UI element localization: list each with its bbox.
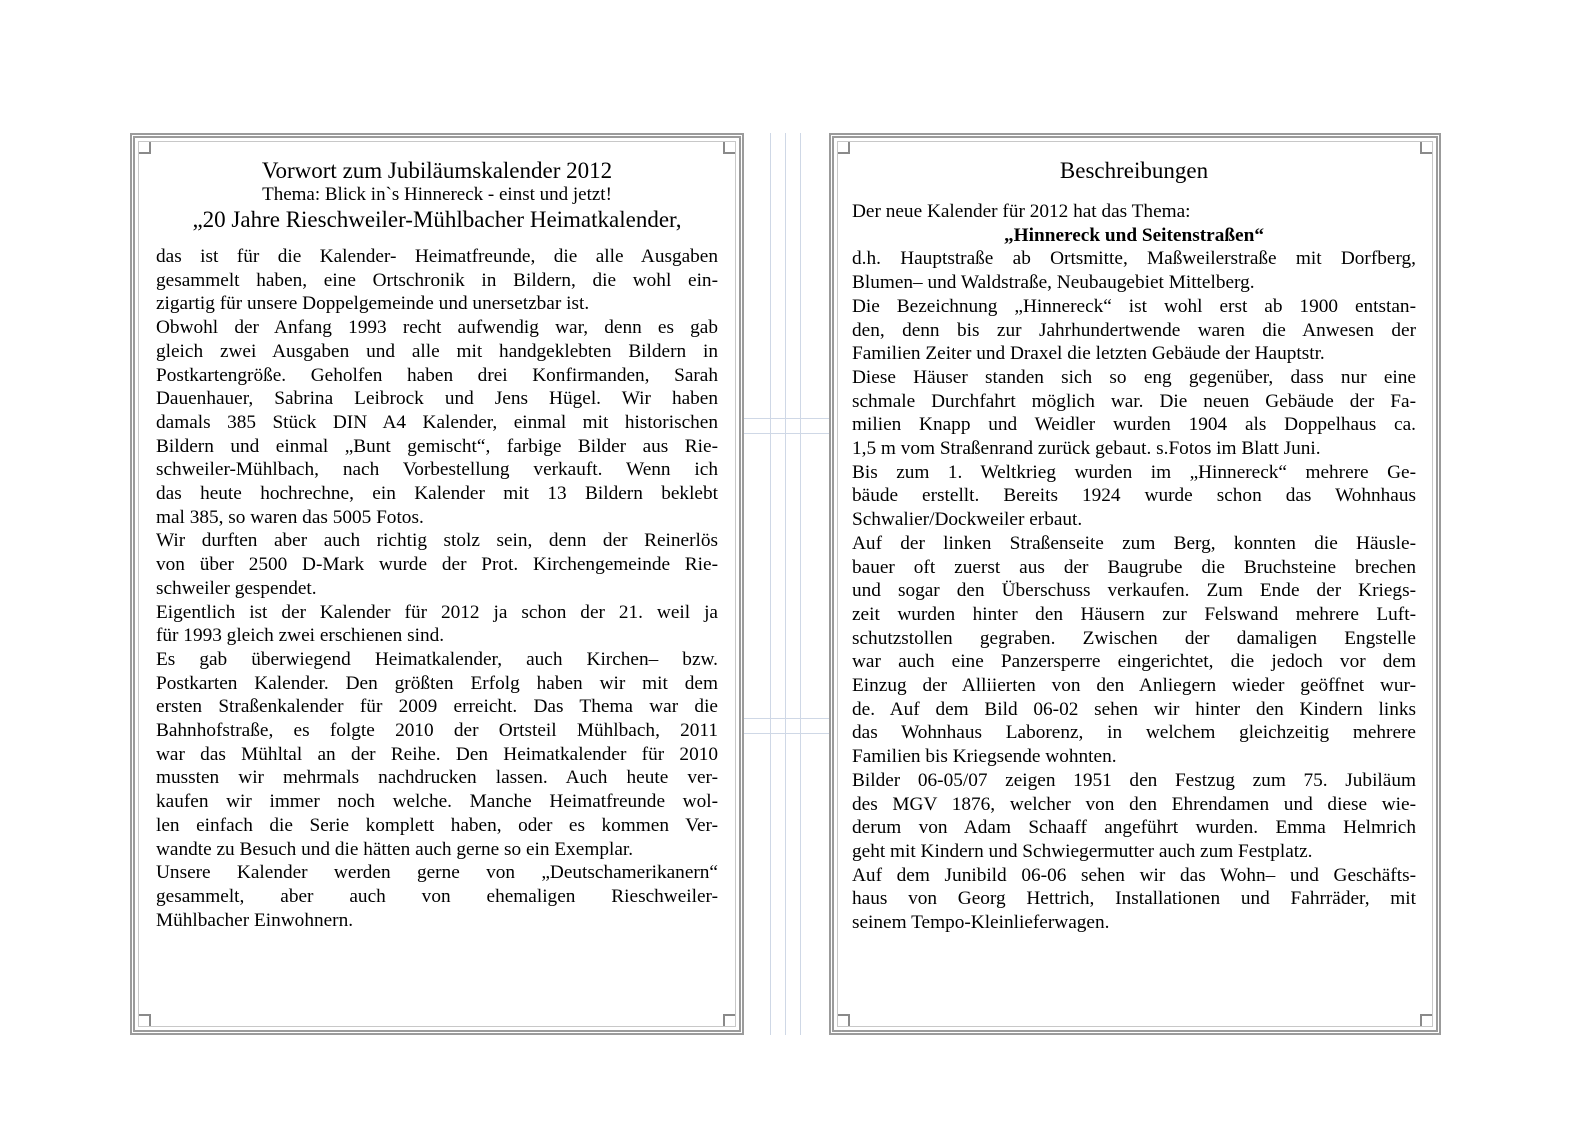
text-line: Auf dem Junibild 06-06 sehen wir das Wohn– und Geschäfts-	[852, 864, 1416, 886]
text-line: Die Bezeichnung „Hinnereck“ ist wohl erst ab 1900 entstan-	[852, 295, 1416, 317]
corner-ornament	[838, 142, 850, 154]
text-line: 1,5 m vom Straßenrand zurück gebaut. s.Fotos im Blatt Juni.	[852, 438, 1321, 460]
page-heading: „20 Jahre Rieschweiler-Mühlbacher Heimatkalender,	[192, 207, 682, 232]
guide-line	[744, 433, 829, 434]
text-line: Bahnhofstraße, es folgte 2010 der Ortsteil Mühlbach, 2011	[156, 720, 718, 742]
text-line: Postkartengröße. Geholfen haben drei Konfirmanden, Sarah	[156, 364, 718, 386]
corner-ornament	[838, 1014, 850, 1026]
body-text	[156, 245, 718, 932]
text-line: war das Mühltal an der Reihe. Den Heimatkalender für 2010	[156, 743, 718, 765]
text-line: de. Auf dem Bild 06-02 sehen wir hinter den Kindern links	[852, 698, 1416, 720]
text-line: Einzug der Alliierten von den Anliegern wieder geöffnet wur-	[852, 675, 1416, 697]
text-line: gesammelt haben, eine Ortschronik in Bildern, die wohl ein-	[156, 269, 718, 291]
right-page-content	[852, 158, 1416, 935]
text-line: milien Knapp und Weidler wurden 1904 als Doppelhaus ca.	[852, 414, 1416, 436]
text-line: Es gab überwiegend Heimatkalender, auch Kirchen– bzw.	[156, 648, 718, 670]
text-line: damals 385 Stück DIN A4 Kalender, einmal mit historischen	[156, 411, 718, 433]
theme-line: „Hinnereck und Seitenstraßen“	[1004, 224, 1264, 246]
text-line: gesammelt, aber auch von ehemaligen Rieschweiler-	[156, 885, 718, 907]
page-subtitle: Thema: Blick in`s Hinnereck - einst und jetzt!	[262, 184, 612, 205]
intro-line: Der neue Kalender für 2012 hat das Thema:	[852, 201, 1191, 222]
guide-line	[785, 133, 786, 1035]
text-line: das Wohnhaus Laborenz, in welchem gleichzeitig mehrere	[852, 722, 1416, 744]
text-line: schweiler gespendet.	[156, 577, 317, 599]
text-line: das ist für die Kalender- Heimatfreunde, die alle Ausgaben	[156, 246, 718, 267]
text-line: Wir durften aber auch richtig stolz sein, denn der Reinerlös	[156, 530, 718, 552]
guide-line	[770, 133, 771, 1035]
text-line: Obwohl der Anfang 1993 recht aufwendig war, denn es gab	[156, 317, 718, 339]
text-line: wandte zu Besuch und die hätten auch gerne so ein Exemplar.	[156, 838, 634, 860]
text-line: mussten wir mehrmals nachdrucken lassen. Auch heute ver-	[156, 767, 718, 789]
text-line: seinem Tempo-Kleinlieferwagen.	[852, 912, 1110, 934]
text-line: bäude erstellt. Bereits 1924 wurde schon das Wohnhaus	[852, 485, 1416, 507]
text-line: schutzstollen gegraben. Zwischen der damaligen Engstelle	[852, 627, 1416, 649]
text-line: Postkarten Kalender. Den größten Erfolg haben wir mit dem	[156, 672, 718, 694]
corner-ornament	[723, 142, 735, 154]
text-line: Mühlbacher Einwohnern.	[156, 909, 354, 931]
text-line: Diese Häuser standen sich so eng gegenüber, dass nur eine	[852, 366, 1416, 388]
text-line: Dauenhauer, Sabrina Leibrock und Jens Hügel. Wir haben	[156, 388, 718, 410]
text-line: d.h. Hauptstraße ab Ortsmitte, Maßweilerstraße mit Dorfberg,	[852, 248, 1416, 270]
text-line: schweiler-Mühlbach, nach Vorbestellung verkauft. Wenn ich	[156, 459, 718, 481]
corner-ornament	[723, 1014, 735, 1026]
body-text	[852, 247, 1416, 934]
text-line: kaufen wir immer noch welche. Manche Heimatfreunde wol-	[156, 791, 718, 813]
text-line: zigartig für unsere Doppelgemeinde und unersetzbar ist.	[156, 293, 590, 315]
page-title: Vorwort zum Jubiläumskalender 2012	[261, 158, 613, 183]
page-title: Beschreibungen	[1059, 158, 1209, 183]
guide-line	[744, 718, 829, 719]
text-line: bauer oft zuerst aus der Baugrube die Bruchsteine brechen	[852, 556, 1416, 578]
text-line: Unsere Kalender werden gerne von „Deutschamerikanern“	[156, 862, 718, 884]
text-line: geht mit Kindern und Schwiegermutter auch zum Festplatz.	[852, 840, 1313, 862]
text-line: schmale Durchfahrt möglich war. Die neuen Gebäude der Fa-	[852, 390, 1416, 412]
corner-ornament	[1420, 1014, 1432, 1026]
text-line: haus von Georg Hettrich, Installationen und Fahrräder, mit	[852, 888, 1416, 910]
corner-ornament	[139, 142, 151, 154]
text-line: und sogar den Überschuss verkaufen. Zum Ende der Kriegs-	[852, 580, 1416, 602]
text-line: gleich zwei Ausgaben und alle mit handgeklebten Bildern in	[156, 340, 718, 362]
corner-ornament	[139, 1014, 151, 1026]
text-line: Eigentlich ist der Kalender für 2012 ja schon der 21. weil ja	[156, 601, 718, 623]
text-line: war auch eine Panzersperre eingerichtet, die jedoch vor dem	[852, 651, 1416, 673]
text-line: von über 2500 D-Mark wurde der Prot. Kirchengemeinde Rie-	[156, 554, 718, 576]
text-line: mal 385, so waren das 5005 Fotos.	[156, 506, 424, 528]
text-line: Bildern und einmal „Bunt gemischt“, farbige Bilder aus Rie-	[156, 435, 718, 457]
guide-line	[800, 133, 801, 1035]
text-line: len einfach die Serie komplett haben, oder es kommen Ver-	[156, 814, 718, 836]
text-line: Auf der linken Straßenseite zum Berg, konnten die Häusle-	[852, 532, 1416, 554]
text-line: Bis zum 1. Weltkrieg wurden im „Hinnereck“ mehrere Ge-	[852, 461, 1416, 483]
text-line: für 1993 gleich zwei erschienen sind.	[156, 625, 445, 647]
guide-line	[744, 418, 829, 419]
corner-ornament	[1420, 142, 1432, 154]
text-line: Bilder 06-05/07 zeigen 1951 den Festzug zum 75. Jubiläum	[852, 769, 1416, 791]
text-line: Familien bis Kriegsende wohnten.	[852, 746, 1117, 768]
left-page-content	[156, 158, 718, 932]
text-line: Blumen– und Waldstraße, Neubaugebiet Mittelberg.	[852, 272, 1255, 294]
text-line: ersten Straßenkalender für 2009 erreicht. Das Thema war die	[156, 696, 718, 718]
text-line: derum von Adam Schaaff angeführt wurden. Emma Helmrich	[852, 817, 1416, 839]
text-line: Familien Zeiter und Draxel die letzten Gebäude der Hauptstr.	[852, 343, 1325, 365]
text-line: Schwalier/Dockweiler erbaut.	[852, 509, 1083, 531]
text-line: des MGV 1876, welcher von den Ehrendamen und diese wie-	[852, 793, 1416, 815]
guide-line	[744, 733, 829, 734]
text-line: den, denn bis zur Jahrhundertwende waren die Anwesen der	[852, 319, 1416, 341]
text-line: das heute hochrechne, ein Kalender mit 13 Bildern beklebt	[156, 483, 718, 505]
text-line: zeit wurden hinter den Häusern zur Felswand mehrere Luft-	[852, 603, 1416, 625]
